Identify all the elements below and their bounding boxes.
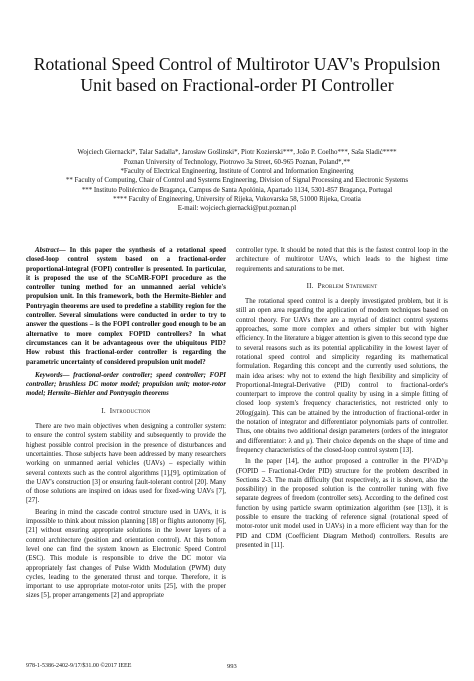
- affiliation-line: *** Instituto Politécnico de Bragança, Campus de Santa Apolónia, Apartado 1134, 5301-857 Bragança, Portugal: [81, 186, 393, 194]
- body-paragraph: controller type. It should be noted that this is the fastest control loop in the architecture of multirotor UAVs, which leads to the highest time requirements and saturations to be met.: [236, 247, 448, 273]
- body-paragraph: There are two main objectives when designing a controller system: to ensure the control system stability and subsequently to provide the highest possible control precision in the presence of disturbances and uncertainties. Those subjects have been addressed by many researchers working on unmanned aerial vehicles (UAVs) – especially within several contexts such as the control algorithms [1],[9], optimization of the UAV's construction [3] or ensuring fault-tolerant control [20]. Many of those solutions are inspired on ideas used for fixed-wing UAVs [7],[27].: [26, 423, 226, 505]
- section-title: Problem Statement: [317, 281, 378, 290]
- keywords: [26, 371, 226, 399]
- section-heading-introduction: [26, 407, 226, 416]
- section-heading-problem-statement: [236, 282, 448, 291]
- abstract-text: In this paper the synthesis of a rotational speed closed-loop control system based on a fractional-order proportional-integral (FOPI) controller is presented. In particular, it is proposed the use of the SCoMR-FOPI procedure as the controller tuning method for an unmanned aerial vehicle's propulsion unit. In this framework, both the Hermite-Biehler and Pontryagin theorems are used to predefine a stability region for the controller. Several simulations were conducted in order to try to answer the questions – is the FOPI controller good enough to be an alternative to more complex FOPID controllers? In what circumstances can it be advantageous over the ubiquitous PID? How robust this fractional-order controller is regarding the parametric uncertainty of considered propulsion unit model?: [26, 247, 226, 366]
- keywords-text: fractional-order controller; speed controller; FOPI controller; brushless DC motor model; propulsion unit; motor-rotor model; Hermite–Biehler and Pontryagin theorems: [26, 371, 226, 398]
- section-title: Introduction: [109, 406, 151, 415]
- paper-title: Rotational Speed Control of Multirotor UAV's Propulsion Unit based on Fractional-order PI Controller: [33, 54, 441, 95]
- footer-isbn: 978-1-5386-2402-9/17/$31.00 ©2017 IEEE: [26, 663, 132, 669]
- author-list: Wojciech Giernacki*, Talar Sadalla*, Jarosław Goślinski*, Piotr Kozierski***, Joāo P. Coelho***, Saša Sladić****: [77, 149, 397, 156]
- affiliation-line: Poznan University of Technology, Piotrowo 3a Street, 60-965 Poznan, Poland*,**: [123, 159, 351, 166]
- abstract: [26, 246, 226, 367]
- page-number: 993: [227, 663, 237, 670]
- section-number: II.: [306, 281, 314, 290]
- affiliation-line: ** Faculty of Computing, Chair of Control and Systems Engineering, Division of Signal Processing and Electronic Systems: [65, 177, 409, 185]
- affiliation-block: [22, 158, 452, 213]
- left-column: [26, 246, 226, 603]
- keywords-label: Keywords—: [35, 371, 70, 379]
- body-paragraph: Bearing in mind the cascade control structure used in UAVs, it is impossible to think about mission planning [18] or flights autonomy [6],[21] without ensuring appropriate solutions in the lower layers of a control architecture (position and orientation control). At this bottom level one can find the system known as Electronic Speed Control (ESC). This module is responsible to drive the DC motor via appropriately fast changes of Pulse Width Modulation (PWM) duty cycles, leading to the generated thrust and torque. Therefore, it is important to use appropriate motor-rotor units [25], with the proper sizes [5], proper arrangements [2] and appropriate: [26, 508, 226, 600]
- author-email: E-mail: wojciech.giernacki@put.poznan.pl: [177, 205, 297, 213]
- abstract-label: Abstract—: [35, 247, 66, 254]
- body-paragraph: The rotational speed control is a deeply investigated problem, but it is still an open area regarding the application of modern techniques based on control theory. For UAVs there are a myriad of distinct control systems approaches, some more complex and others simpler but with higher efficiency. In the literature a bigger attention is given to this second type due to several reasons such as its potential applicability in the lowest layer of rotational speed control and simplicity regarding its mathematical formulation. Regarding this concept and the currently used solutions, the main idea arises: why not to extend the high flexibility and simplicity of Proportional-Integral-Derivative (PID) control to fractional-order's counterpart to improve the control quality by using in a simple fitting of closed loop system's frequency characteristics, not restricted only to 20log(gain). This can be attained by the introduction of fractional-order in the notation of integrator and differentiator polynomials parts of controller. Thus, one obtains two additional design parameters (orders of the integrator and differentiator: λ and μ). Their choice depends on the shape of time and frequency characteristics of the closed-loop control system [13].: [236, 298, 448, 454]
- body-paragraph: In the paper [14], the author proposed a controller in the PI^λD^μ (FOPID – Fractional-Order PID) structure for the problem described in Sections 2-3. The main difficulty (but respectively, as it is shown, also the possibility) in the proposed solution is the controller tuning with five separate degrees of freedom (controller sets). According to the defined cost function by using particle swarm optimization algorithm (see [13]), it is possible to ensure the tracking of reference signal (rotational speed of motor-rotor unit model used in UAVs) in a more efficient way than for the PID and CDM (Coefficient Diagram Method) controllers. Results are presented in [11].: [236, 458, 448, 549]
- affiliation-line: **** Faculty of Engineering, University of Rijeka, Vukovarska 58, 51000 Rijeka, Croatia: [113, 195, 361, 203]
- section-number: I.: [101, 406, 106, 415]
- right-column: [236, 246, 448, 552]
- affiliation-line: *Faculty of Electrical Engineering, Institute of Control and Information Engineering: [120, 168, 354, 176]
